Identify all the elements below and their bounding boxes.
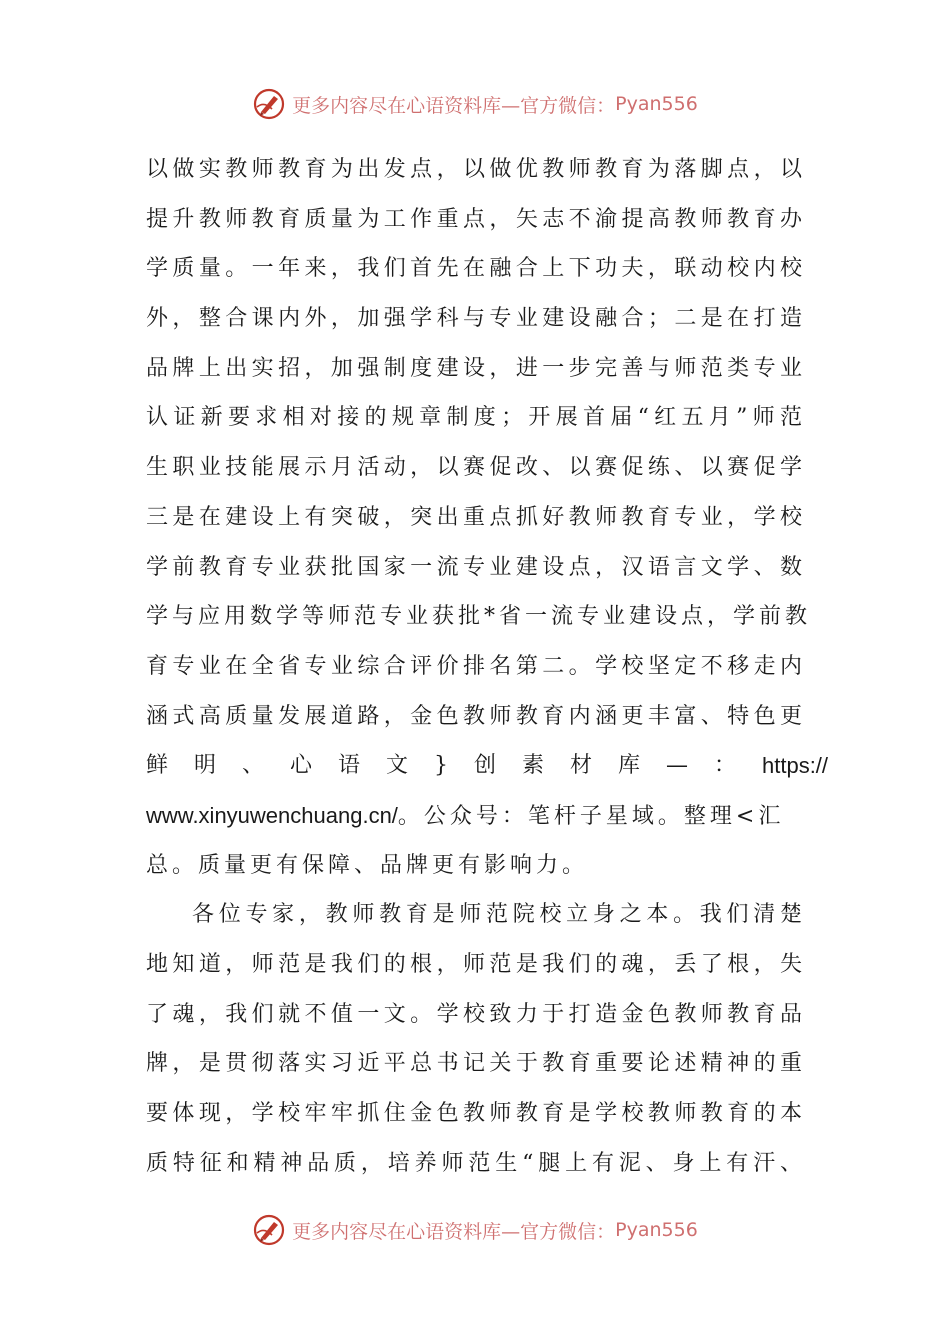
text-line: 涵式高质量发展道路，金色教师教育内涵更丰富、特色更 bbox=[146, 703, 806, 729]
text-line bbox=[146, 741, 829, 791]
text-line: 学前教育专业获批国家一流专业建设点，汉语言文学、数 bbox=[146, 554, 806, 580]
text-line: 了魂，我们就不值一文。学校致力于打造金色教师教育品 bbox=[146, 1001, 806, 1027]
banner-text: 更多内容尽在心语资料库—官方微信： bbox=[292, 1220, 616, 1243]
document-body bbox=[146, 145, 829, 1188]
text-line: 外，整合课内外，加强学科与专业建设融合；二是在打造 bbox=[146, 306, 806, 332]
footer-banner bbox=[0, 1210, 950, 1250]
spaced-text: 鲜明、心语文}创素材库—： bbox=[146, 753, 762, 779]
text-line: 认证新要求相对接的规章制度；开展首届“红五月”师范 bbox=[146, 405, 806, 431]
banner-text: 更多内容尽在心语资料库—官方微信： bbox=[292, 94, 616, 117]
wechat-id: Pyan556 bbox=[615, 93, 698, 115]
text-line: 品牌上出实招，加强制度建设，进一步完善与师范类专业 bbox=[146, 355, 806, 381]
pen-logo-icon bbox=[252, 87, 286, 121]
text-line: 三是在建设上有突破，突出重点抓好教师教育专业，学校 bbox=[146, 504, 806, 530]
text-line: 生职业技能展示月活动，以赛促改、以赛促练、以赛促学 bbox=[146, 455, 806, 481]
header-banner bbox=[0, 84, 950, 124]
text-line bbox=[146, 791, 806, 841]
text-line: 提升教师教育质量为工作重点，矢志不渝提高教师教育办 bbox=[146, 206, 806, 232]
pen-logo-icon bbox=[252, 1213, 286, 1247]
text-fragment: 。公众号：笔杆子星域。整理<汇 bbox=[397, 803, 785, 829]
text-line: 要体现，学校牢牢抓住金色教师教育是学校教师教育的本 bbox=[146, 1101, 806, 1127]
text-line: 育专业在全省专业综合评价排名第二。学校坚定不移走内 bbox=[146, 653, 806, 679]
text-line: 总。质量更有保障、品牌更有影响力。 bbox=[146, 852, 589, 878]
url-fragment: https:// bbox=[762, 753, 829, 779]
text-line: 学质量。一年来，我们首先在融合上下功夫，联动校内校 bbox=[146, 256, 806, 282]
text-line: 质特征和精神品质，培养师范生“腿上有泥、身上有汗、 bbox=[146, 1150, 806, 1176]
text-line: 学与应用数学等师范专业获批*省一流专业建设点，学前教 bbox=[146, 604, 812, 630]
text-line: 各位专家，教师教育是师范院校立身之本。我们清楚 bbox=[192, 902, 806, 928]
text-line: 以做实教师教育为出发点，以做优教师教育为落脚点，以 bbox=[146, 157, 806, 182]
text-line: 地知道，师范是我们的根，师范是我们的魂，丢了根，失 bbox=[146, 952, 806, 977]
wechat-id: Pyan556 bbox=[615, 1219, 698, 1241]
text-line: 牌，是贯彻落实习近平总书记关于教育重要论述精神的重 bbox=[146, 1051, 806, 1077]
url-text: www.xinyuwenchuang.cn/ bbox=[146, 802, 398, 828]
